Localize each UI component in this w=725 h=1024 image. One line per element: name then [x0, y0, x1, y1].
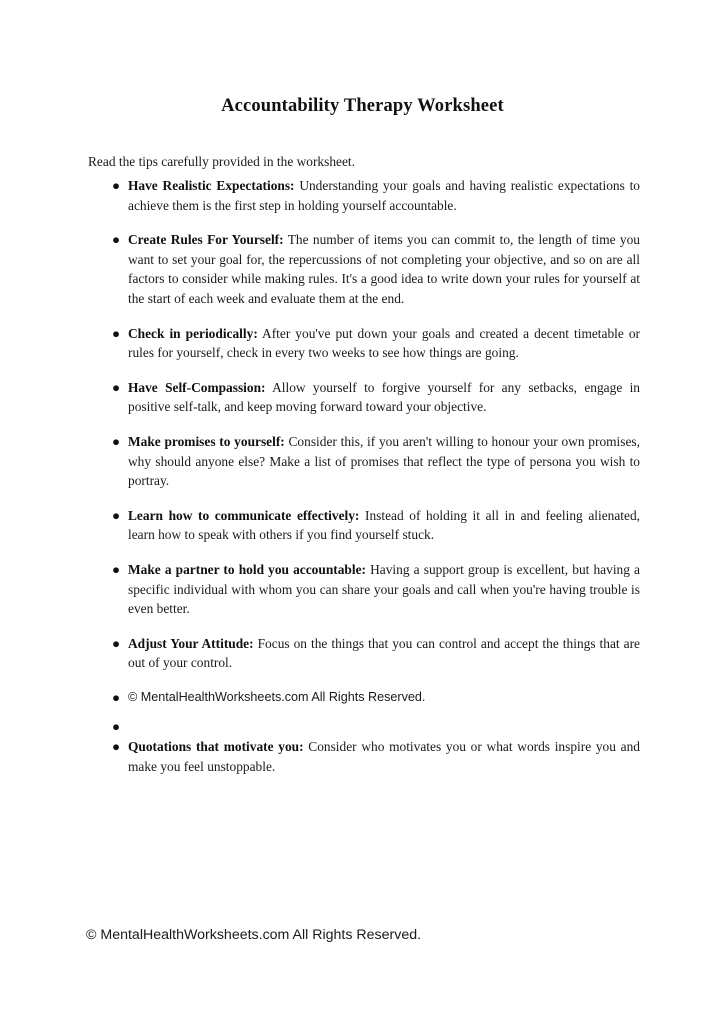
tip-lead-in: Quotations that motivate you:	[128, 739, 304, 755]
tip-item	[88, 737, 640, 776]
bullet-icon: ●	[112, 689, 121, 705]
bullet-icon: ●	[112, 507, 121, 523]
tip-item	[88, 230, 640, 308]
tip-body-text: Allow yourself to forgive yourself for any setbacks, engage in positive self-talk, and keep moving forward toward your objective.	[128, 379, 640, 415]
tip-body-text: Having a support group is excellent, but having a specific individual with whom you can share your goals and call when you're having trouble is even better.	[128, 561, 640, 617]
tip-item	[88, 324, 640, 363]
intro-instruction: Read the tips carefully provided in the worksheet.	[88, 154, 355, 170]
bullet-icon: ●	[112, 635, 121, 651]
tip-item	[88, 506, 640, 545]
tips-list	[88, 176, 640, 777]
tip-body-text: The number of items you can commit to, the length of time you want to set your goal for, the repercussions of not completing your objective, and so on are all factors to consider while making rules. It's a good idea to write down your rules for yourself at the start of each week and evaluate them at the end.	[128, 232, 640, 306]
bullet-icon: ●	[112, 433, 121, 449]
tip-lead-in: Learn how to communicate effectively:	[128, 507, 360, 523]
bullet-icon: ●	[112, 325, 121, 341]
bullet-icon: ●	[112, 561, 121, 577]
tip-lead-in: Have Realistic Expectations:	[128, 178, 295, 193]
tip-lead-in: Have Self-Compassion:	[128, 379, 266, 395]
tip-lead-in: Make a partner to hold you accountable:	[128, 561, 366, 577]
tip-lead-in: Adjust Your Attitude:	[128, 635, 254, 651]
tip-body-text: Focus on the things that you can control and accept the things that are out of your control.	[128, 635, 641, 671]
tip-body-text: Consider who motivates you or what words inspire you and make you feel unstoppable.	[128, 739, 640, 775]
tip-lead-in: Make promises to yourself:	[128, 433, 285, 449]
tip-lead-in: Check in periodically:	[128, 325, 258, 341]
bullet-icon: ●	[112, 232, 121, 248]
tip-item	[88, 688, 640, 708]
tip-body-text: © MentalHealthWorksheets.com All Rights Reserved.	[128, 689, 426, 704]
tip-item	[88, 560, 640, 619]
bullet-icon: ●	[112, 379, 121, 395]
footer-copyright: © MentalHealthWorksheets.com All Rights Reserved.	[86, 927, 422, 943]
tip-item	[88, 378, 640, 417]
tip-body-text: Consider this, if you aren't willing to honour your own promises, why should anyone else? Make a list of promises that reflect the type of persona you wish to portray.	[128, 433, 640, 489]
page-title: Accountability Therapy Worksheet	[221, 96, 504, 117]
tip-body-text: Understanding your goals and having realistic expectations to achieve them is the first step in holding yourself accountable.	[128, 178, 641, 213]
tip-item	[88, 717, 640, 735]
tip-body-text: Instead of holding it all in and feeling alienated, learn how to speak with others if you find yourself stuck.	[128, 507, 640, 543]
tip-item	[88, 176, 640, 215]
tip-item	[88, 432, 640, 491]
tip-lead-in: Create Rules For Yourself:	[128, 232, 284, 248]
tip-item	[88, 634, 640, 673]
bullet-icon: ●	[112, 178, 121, 193]
tip-body-text: After you've put down your goals and created a decent timetable or rules for yourself, check in every two weeks to see how things are going.	[128, 325, 640, 361]
bullet-icon: ●	[112, 739, 121, 755]
bullet-icon: ●	[112, 719, 121, 735]
